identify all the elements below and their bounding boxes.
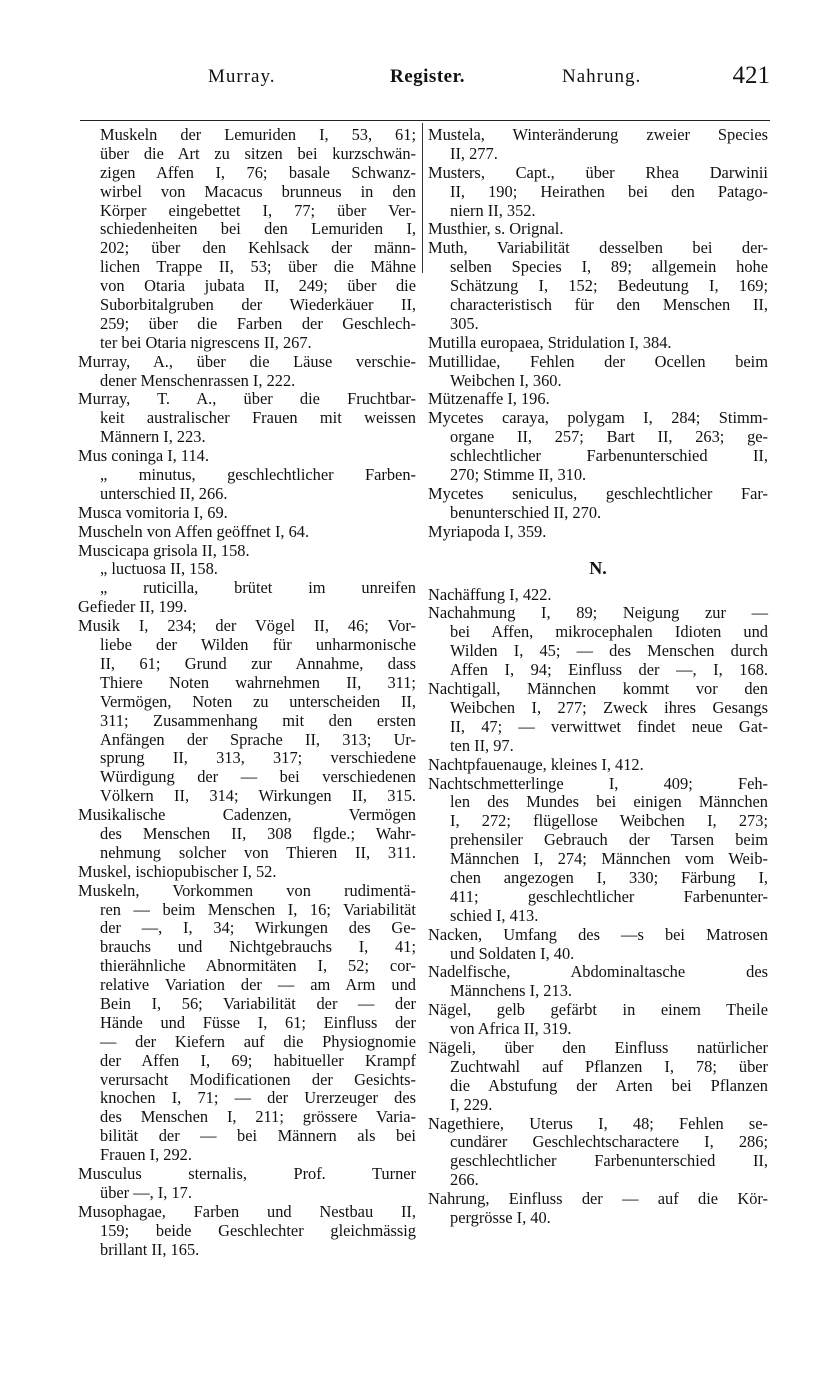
- page-header: [80, 62, 770, 96]
- section-heading: N.: [589, 557, 607, 578]
- index-line: von Otaria jubata II, 249; über die: [100, 276, 416, 296]
- index-line: nehmung solcher von Thieren II, 311.: [100, 842, 416, 862]
- index-line: Mus coninga I, 114.: [78, 446, 209, 466]
- index-line: benunterschied II, 270.: [450, 502, 602, 522]
- index-line: über die Art zu sitzen bei kurzschwän-: [100, 143, 416, 163]
- index-line: schiedenheiten bei den Lemuriden I,: [100, 219, 416, 239]
- index-line: 270; Stimme II, 310.: [450, 465, 587, 485]
- index-line: Musik I, 234; der Vögel II, 46; Vor-: [78, 616, 416, 636]
- index-line: und Soldaten I, 40.: [450, 943, 575, 963]
- index-line: Muskeln, Vorkommen von rudimentä-: [78, 880, 416, 900]
- index-line: Musculus sternalis, Prof. Turner: [78, 1163, 416, 1183]
- index-line: brauchs und Nichtgebrauchs I, 41;: [100, 937, 416, 957]
- index-line: zigen Affen I, 76; basale Schwanz-: [100, 162, 416, 182]
- index-line: Weibchen I, 360.: [450, 370, 562, 390]
- index-line: Affen I, 94; Einfluss der —, I, 168.: [450, 660, 768, 680]
- index-line: cundärer Geschlechtscharactere I, 286;: [450, 1132, 768, 1152]
- index-line: knochen I, 71; — der Urerzeuger des: [100, 1088, 416, 1108]
- index-line: niern II, 352.: [450, 200, 536, 220]
- header-right-catchword: Nahrung.: [562, 66, 642, 87]
- index-line: schlechtlicher Farbenunterschied II,: [450, 446, 768, 466]
- index-line: Nägeli, über den Einfluss natürlicher: [428, 1037, 768, 1057]
- index-column-left: [78, 126, 416, 1259]
- index-line: ter bei Otaria nigrescens II, 267.: [100, 332, 312, 352]
- index-line: Murray, T. A., über die Fruchtbar-: [78, 389, 416, 409]
- index-line: organe II, 257; Bart II, 263; ge-: [450, 427, 768, 447]
- index-line: Hände und Füsse I, 61; Einfluss der: [100, 1012, 416, 1032]
- header-title: Register.: [390, 66, 466, 87]
- index-line: der Affen I, 69; habitueller Krampf: [100, 1050, 416, 1070]
- index-line: Zuchtwahl auf Pflanzen I, 78; über: [450, 1056, 768, 1076]
- index-line: 266.: [450, 1170, 479, 1190]
- index-line: characteristisch für den Menschen II,: [450, 295, 768, 315]
- index-line: Männchen I, 274; Männchen vom Weib-: [450, 849, 768, 869]
- index-line: — der Kiefern auf die Physiognomie: [100, 1031, 416, 1051]
- index-line: Anfängen der Sprache II, 313; Ur-: [100, 729, 416, 749]
- index-line: schied I, 413.: [450, 905, 539, 925]
- index-line: Nacken, Umfang des —s bei Matrosen: [428, 924, 768, 944]
- index-line: 159; beide Geschlechter gleichmässig: [100, 1220, 416, 1240]
- index-line: Mützenaffe I, 196.: [428, 389, 550, 409]
- index-line: selben Species I, 89; allgemein hohe: [450, 257, 768, 277]
- index-line: 202; über den Kehlsack der männ-: [100, 238, 416, 258]
- index-line: len des Mundes bei einigen Männchen: [450, 792, 768, 812]
- index-line: chen angezogen I, 330; Färbung I,: [450, 867, 768, 887]
- index-line: Nadelfische, Abdominaltasche des: [428, 962, 768, 982]
- index-line: Bein I, 56; Variabilität der — der: [100, 993, 416, 1013]
- index-line: Mutillidae, Fehlen der Ocellen beim: [428, 351, 768, 371]
- index-line: Mutilla europaea, Stridulation I, 384.: [428, 332, 672, 352]
- index-line: Muskel, ischiopubischer I, 52.: [78, 861, 277, 881]
- index-line: Suborbitalgruben der Wiederkäuer II,: [100, 295, 416, 315]
- index-line: II, 277.: [450, 143, 498, 163]
- index-line: verursacht Modificationen der Gesichts-: [100, 1069, 416, 1089]
- index-line: Nahrung, Einfluss der — auf die Kör-: [428, 1189, 768, 1209]
- index-line: Schätzung I, 152; Bedeutung I, 169;: [450, 276, 768, 296]
- index-block-n: [428, 586, 768, 1228]
- index-line: Völkern II, 314; Wirkungen II, 315.: [100, 786, 416, 806]
- index-line: Weibchen I, 277; Zweck ihres Gesangs: [450, 697, 768, 717]
- index-line: Murray, A., über die Läuse verschie-: [78, 351, 416, 371]
- index-line: Muskeln der Lemuriden I, 53, 61;: [100, 125, 416, 144]
- page-number: 421: [732, 62, 770, 89]
- index-line: Nachtschmetterlinge I, 409; Feh-: [428, 773, 768, 793]
- index-line: des Menschen II, 308 flgde.; Wahr-: [100, 823, 416, 843]
- index-line: Frauen I, 292.: [100, 1145, 192, 1165]
- index-line: von Africa II, 319.: [450, 1019, 572, 1039]
- index-line: Muscheln von Affen geöffnet I, 64.: [78, 521, 310, 541]
- index-line: 411; geschlechtlicher Farbenunter-: [450, 886, 768, 906]
- index-line: die Abstufung der Arten bei Pflanzen: [450, 1075, 768, 1095]
- index-line: ren — beim Menschen I, 16; Variabilität: [100, 899, 416, 919]
- index-line: des Menschen I, 211; grössere Varia-: [100, 1107, 416, 1127]
- index-line: dener Menschenrassen I, 222.: [100, 370, 296, 390]
- index-line: „ luctuosa II, 158.: [100, 559, 218, 579]
- index-line: ten II, 97.: [450, 735, 514, 755]
- index-line: Myriapoda I, 359.: [428, 521, 547, 541]
- index-line: Musca vomitoria I, 69.: [78, 502, 228, 522]
- index-line: bei Affen, mikrocephalen Idioten und: [450, 622, 768, 642]
- index-line: Musthier, s. Orignal.: [428, 219, 564, 239]
- index-line: unterschied II, 266.: [100, 483, 228, 503]
- index-line: der —, I, 34; Wirkungen des Ge-: [100, 918, 416, 938]
- index-line: bilität der — bei Männern als bei: [100, 1126, 416, 1146]
- column-divider: [422, 123, 423, 273]
- index-line: Muscicapa grisola II, 158.: [78, 540, 250, 560]
- index-line: 305.: [450, 313, 479, 333]
- index-line: Nägel, gelb gefärbt in einem Theile: [428, 1000, 768, 1020]
- header-left-catchword: Murray.: [208, 66, 276, 87]
- index-line: prehensiler Gebrauch der Tarsen beim: [450, 830, 768, 850]
- index-line: Musophagae, Farben und Nestbau II,: [78, 1201, 416, 1221]
- index-line: Vermögen, Noten zu unterscheiden II,: [100, 691, 416, 711]
- index-line: Würdigung der — bei verschiedenen: [100, 767, 416, 787]
- index-line: 259; über die Farben der Geschlech-: [100, 313, 416, 333]
- index-line: Musters, Capt., über Rhea Darwinii: [428, 162, 768, 182]
- index-line: Gefieder II, 199.: [78, 597, 188, 617]
- index-line: Muth, Variabilität desselben bei der-: [428, 238, 768, 258]
- index-line: liebe der Wilden für unharmonische: [100, 635, 416, 655]
- index-line: brillant II, 165.: [100, 1239, 200, 1259]
- index-block-m: [428, 126, 768, 542]
- index-line: Nachahmung I, 89; Neigung zur —: [428, 603, 768, 623]
- index-line: II, 190; Heirathen bei den Patago-: [450, 181, 768, 201]
- index-line: Nagethiere, Uterus I, 48; Fehlen se-: [428, 1113, 768, 1133]
- index-line: pergrösse I, 40.: [450, 1207, 551, 1227]
- index-line: Nachäffung I, 422.: [428, 584, 552, 604]
- index-column-right: [428, 126, 768, 1228]
- index-line: Männern I, 223.: [100, 427, 206, 447]
- index-line: wirbel von Macacus brunneus in den: [100, 181, 416, 201]
- index-line: Musikalische Cadenzen, Vermögen: [78, 805, 416, 825]
- index-line: keit australischer Frauen mit weissen: [100, 408, 416, 428]
- index-line: II, 61; Grund zur Annahme, dass: [100, 653, 416, 673]
- index-line: „ minutus, geschlechtlicher Farben-: [100, 465, 416, 485]
- index-line: „ ruticilla, brütet im unreifen: [100, 578, 416, 598]
- index-line: Körper eingebettet I, 77; über Ver-: [100, 200, 416, 220]
- index-line: Mycetes caraya, polygam I, 284; Stimm-: [428, 408, 768, 428]
- index-line: II, 47; — verwittwet findet neue Gat-: [450, 716, 768, 736]
- index-line: geschlechtlicher Farbenunterschied II,: [450, 1151, 768, 1171]
- index-line: Männchens I, 213.: [450, 981, 572, 1001]
- index-line: Mustela, Winteränderung zweier Species: [428, 125, 768, 144]
- index-line: thierähnliche Abnormitäten I, 52; cor-: [100, 956, 416, 976]
- index-line: Nachtpfauenauge, kleines I, 412.: [428, 754, 644, 774]
- index-line: Mycetes seniculus, geschlechtlicher Far-: [428, 483, 768, 503]
- index-line: Wilden I, 45; — des Menschen durch: [450, 641, 768, 661]
- index-line: relative Variation der — am Arm und: [100, 975, 416, 995]
- index-line: I, 272; flügellose Weibchen I, 273;: [450, 811, 768, 831]
- index-line: 311; Zusammenhang mit den ersten: [100, 710, 416, 730]
- index-line: I, 229.: [450, 1094, 493, 1114]
- index-line: Thiere Noten wahrnehmen II, 311;: [100, 672, 416, 692]
- index-line: über —, I, 17.: [100, 1182, 192, 1202]
- index-line: Nachtigall, Männchen kommt vor den: [428, 679, 768, 699]
- index-line: lichen Trappe II, 53; über die Mähne: [100, 257, 416, 277]
- index-line: sprung II, 313, 317; verschiedene: [100, 748, 416, 768]
- header-rule: [80, 120, 770, 121]
